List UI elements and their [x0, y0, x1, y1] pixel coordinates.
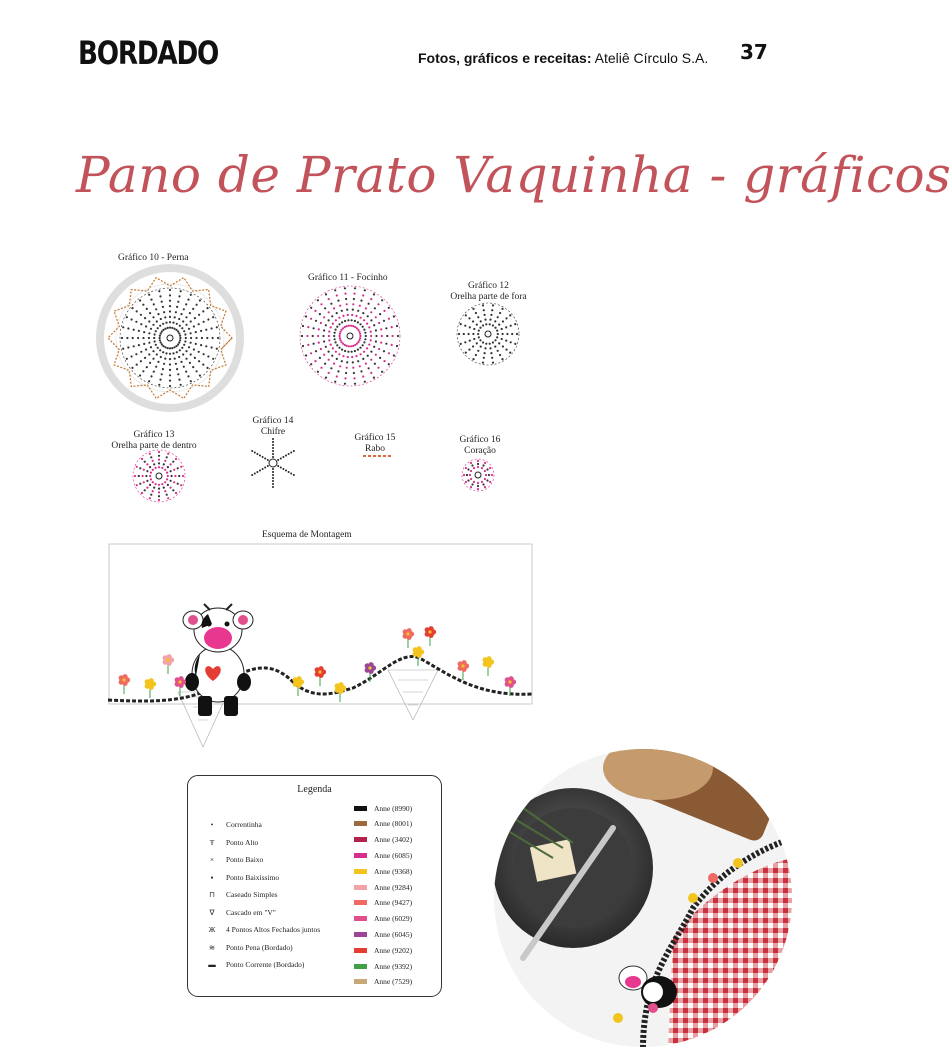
legend-color-row	[354, 912, 412, 926]
color-label: Anne (8001)	[374, 819, 413, 829]
color-swatch	[354, 821, 367, 826]
chart-12-subtitle: Orelha parte de fora	[450, 292, 527, 302]
color-label: Anne (6045)	[374, 929, 413, 939]
chart-13-subtitle: Orelha parte de dentro	[111, 441, 197, 451]
legend-color-row	[354, 896, 412, 910]
legend-color-row	[354, 880, 412, 894]
legend-symbol-label: Ponto Corrente (Bordado)	[226, 959, 305, 969]
color-swatch	[354, 964, 367, 969]
legend-color-row	[354, 959, 412, 973]
legend-symbol-row	[200, 869, 279, 885]
color-label: Anne (6085)	[374, 850, 413, 860]
color-swatch	[354, 853, 367, 858]
legend-color-row	[354, 864, 412, 878]
stitch-symbol-icon: ×	[209, 854, 215, 864]
legend-box	[187, 775, 442, 997]
stitch-symbol-icon: ▬	[208, 959, 216, 969]
stitch-symbol-icon: ≋	[208, 942, 216, 952]
color-swatch	[354, 869, 367, 874]
color-swatch	[354, 948, 367, 953]
color-swatch	[354, 837, 367, 842]
chart-13-title: Gráfico 13	[133, 430, 175, 440]
chart-14-diagram	[251, 438, 295, 488]
credits-value: Ateliê Círculo S.A.	[594, 50, 709, 66]
legend-symbol-label: Cascado em "V"	[226, 907, 276, 917]
color-label: Anne (6029)	[374, 914, 413, 924]
chart-16-subtitle: Coração	[464, 446, 496, 456]
legend-symbol-label: Ponto Baixíssimo	[226, 872, 280, 882]
legend-symbol-label: Correntinha	[226, 819, 262, 829]
chart-13-diagram	[133, 450, 185, 502]
legend-symbol-row	[200, 834, 258, 850]
legend-symbol-row	[200, 956, 304, 972]
legend-symbol-label: Ponto Alto	[226, 837, 259, 847]
color-label: Anne (9427)	[374, 898, 413, 908]
legend-symbol-label: Caseado Simples	[226, 889, 278, 899]
chart-14-title: Gráfico 14	[252, 416, 294, 426]
color-label: Anne (9284)	[374, 882, 413, 892]
chart-15-title: Gráfico 15	[354, 433, 396, 443]
legend-color-row	[354, 943, 412, 957]
legend-symbol-label: 4 Pontos Altos Fechados juntos	[226, 924, 321, 934]
page-title: Pano de Prato Vaquinha - gráficos	[76, 146, 951, 204]
legend-color-row	[354, 801, 412, 815]
legend-color-row	[354, 833, 412, 847]
chart-10-diagram	[100, 268, 240, 408]
chart-11-label: Gráfico 11 - Focinho	[308, 273, 388, 283]
legend-symbol-row	[200, 904, 276, 920]
stitch-symbol-icon: ▪	[210, 872, 214, 882]
color-label: Anne (3402)	[374, 835, 413, 845]
chart-10-label: Gráfico 10 - Perna	[118, 253, 189, 263]
assembly-diagram	[108, 542, 534, 750]
chart-14-subtitle: Chifre	[260, 427, 286, 437]
stitch-symbol-icon: Ŧ	[209, 837, 215, 847]
chart-16-title: Gráfico 16	[459, 435, 501, 445]
stitch-symbol-icon: Ж	[208, 924, 216, 934]
color-swatch	[354, 900, 367, 905]
stitch-symbol-icon: ⊓	[209, 889, 215, 899]
color-swatch	[354, 916, 367, 921]
chart-16-diagram	[462, 459, 494, 491]
chart-12-title: Gráfico 12	[468, 281, 509, 291]
legend-symbol-row	[200, 886, 277, 902]
legend-symbol-label: Ponto Baixo	[226, 854, 264, 864]
credits-label: Fotos, gráficos e receitas:	[418, 50, 592, 66]
legend-color-row	[354, 927, 412, 941]
color-label: Anne (9392)	[374, 961, 413, 971]
chart-12-diagram	[457, 303, 519, 365]
legend-color-row	[354, 848, 412, 862]
color-label: Anne (8990)	[374, 803, 413, 813]
legend-symbol-row	[200, 921, 320, 937]
legend-title: Legenda	[297, 784, 332, 795]
legend-symbol-row	[200, 939, 293, 955]
stitch-symbol-icon: •	[210, 819, 214, 829]
color-label: Anne (7529)	[374, 977, 413, 987]
color-label: Anne (9368)	[374, 866, 413, 876]
product-photo	[493, 748, 793, 1048]
legend-symbol-label: Ponto Pena (Bordado)	[226, 942, 293, 952]
chart-11-diagram	[300, 286, 400, 386]
assembly-title: Esquema de Montagem	[262, 530, 352, 540]
color-swatch	[354, 806, 367, 811]
page-number: 37	[740, 40, 768, 64]
stitch-symbol-icon: ∇	[209, 907, 215, 917]
color-swatch	[354, 932, 367, 937]
legend-symbol-row	[200, 816, 262, 832]
legend-symbol-row	[200, 851, 263, 867]
legend-color-row	[354, 817, 412, 831]
section-title: BORDADO	[78, 34, 219, 72]
color-swatch	[354, 885, 367, 890]
color-label: Anne (9202)	[374, 945, 413, 955]
legend-color-row	[354, 975, 412, 989]
color-swatch	[354, 979, 367, 984]
chart-15-subtitle: Rabo	[364, 444, 386, 454]
